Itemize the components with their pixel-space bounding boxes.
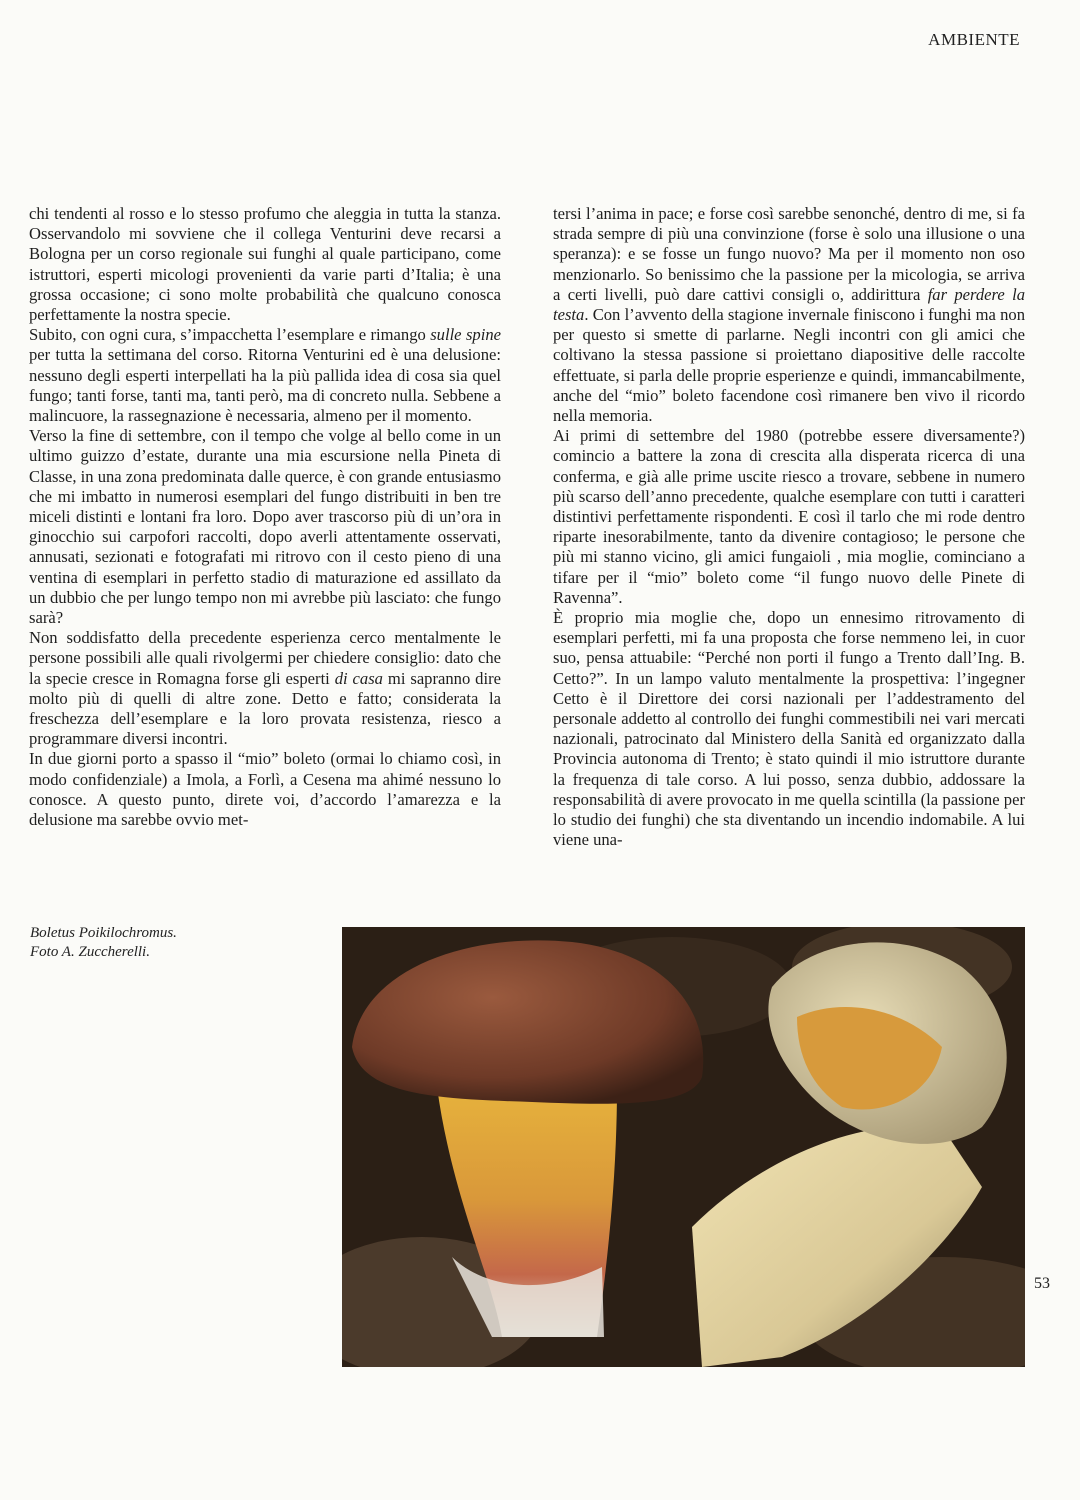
caption-species: Boletus Poikilochromus. — [30, 925, 177, 941]
page-number: 53 — [1034, 1275, 1050, 1292]
mushroom-photo — [342, 927, 1025, 1367]
paragraph: Ai primi di settembre del 1980 (potrebbe essere diversamente?) comincio a battere la zona di crescita alla disperata ricerca di una conferma, e già alle prime uscite riesco a trovare, sebbene in numero più scarso dell’anno precedente, qualche esemplare con tutti i caratteri distintivi perfettamente rispondenti. E così il tarlo che mi rode dentro riparte inesorabilmente, tanto da divenire contagioso; le persone che più mi stanno vicino, gli amici fungaioli , mia moglie, cominciano a tifare per il “mio” boleto come “il fungo nuovo delle Pinete di Ravenna”. — [553, 426, 1025, 607]
section-header: AMBIENTE — [928, 30, 1020, 49]
caption-credit: Foto A. Zuccherelli. — [30, 944, 150, 960]
paragraph: Verso la fine di settembre, con il tempo che volge al bello come in un ultimo guizzo d’estate, durante una mia escursione nella Pineta di Classe, in una zona predominata dalle querce, è con grande entusiasmo che mi imbatto in numerosi esemplari del fungo distribuiti in ben tre miceli distinti e lontani fra loro. Dopo aver trascorso più di un’ora in ginocchio sui carpofori raccolti, dopo averli attentamente osservati, annusati, sezionati e fotografati mi ritrovo con il cesto pieno di una ventina di esemplari in perfetto stadio di maturazione ed assillato da un dubbio che per lungo tempo non mi avrebbe più lasciato: che fungo sarà? — [29, 426, 501, 628]
paragraph: Subito, con ogni cura, s’impacchetta l’esemplare e rimango sulle spine per tutta la settimana del corso. Ritorna Venturini ed è una delusione: nessuno degli esperti interpellati ha la più pallida idea di cosa sia quel fungo; tanti forse, tanti ma, tanti però, ma di concreto nulla. Sebbene a malincuore, la rassegnazione è necessaria, almeno per il momento. — [29, 325, 501, 426]
paragraph: Non soddisfatto della precedente esperienza cerco mentalmente le persone possibili alle quali rivolgermi per chiedere consiglio: dato che la specie cresce in Romagna forse gli esperti di casa mi sapranno dire molto più di quelli di altre zone. Detto e fatto; considerata la freschezza dell’esemplare e la loro provata resistenza, riesco a programmare diversi incontri. — [29, 628, 501, 749]
paragraph: È proprio mia moglie che, dopo un ennesimo ritrovamento di esemplari perfetti, mi fa una proposta che forse nemmeno lei, in cuor suo, pensa attuabile: “Perché non porti il fungo a Trento dall’Ing. B. Cetto?”. In un lampo valuto mentalmente la prospettiva: l’ingegner Cetto è il Direttore dei corsi nazionali per l’addestramento del personale addetto al controllo dei funghi commestibili nei vari mercati nazionali, patrocinato dal Ministero della Sanità ed organizzato dalla Provincia autonoma di Trento; è stato quindi il mio istruttore durante la frequenza di tale corso. A lui posso, senza dubbio, addossare la responsabilità di avere provocato in me quella scintilla (la passione per lo studio dei funghi) che sta diventando un incendio indomabile. A lui viene una- — [553, 608, 1025, 850]
text-column-right — [553, 204, 1025, 851]
paragraph: chi tendenti al rosso e lo stesso profumo che aleggia in tutta la stanza. Osservandolo mi sovviene che il collega Venturini deve recarsi a Bologna per un corso regionale sui funghi al quale participano, come istruttori, esperti micologi provenienti da varie parti d’Italia; è una grossa occasione; ci sono molte probabilità che qualcuno conosca perfettamente la nostra specie. — [29, 204, 501, 325]
paragraph: In due giorni porto a spasso il “mio” boleto (ormai lo chiamo così, in modo confidenziale) a Imola, a Forlì, a Cesena ma ahimé nessuno lo conosce. A questo punto, direte voi, d’accordo l’amarezza e la delusione ma sarebbe ovvio met- — [29, 749, 501, 830]
paragraph: tersi l’anima in pace; e forse così sarebbe senonché, dentro di me, si fa strada sempre di più una convinzione (forse è solo una illusione o una speranza): e se fosse un fungo nuovo? Ma per il momento non oso menzionarlo. So benissimo che la passione per la micologia, se arriva a certi livelli, può dare cattivi consigli o, addirittura far perdere la testa. Con l’avvento della stagione invernale finiscono i funghi ma non per questo si smette di parlarne. Negli incontri con gli amici che coltivano la stessa passione si proiettano diapositive delle raccolte effettuate, si parla delle proprie esperienze e quindi, immancabilmente, anche del “mio” boleto facendone così rimanere ben vivo il ricordo nella memoria. — [553, 204, 1025, 426]
mushroom-illustration — [342, 927, 1025, 1367]
photo-caption — [30, 924, 177, 962]
text-column-left — [29, 204, 501, 830]
